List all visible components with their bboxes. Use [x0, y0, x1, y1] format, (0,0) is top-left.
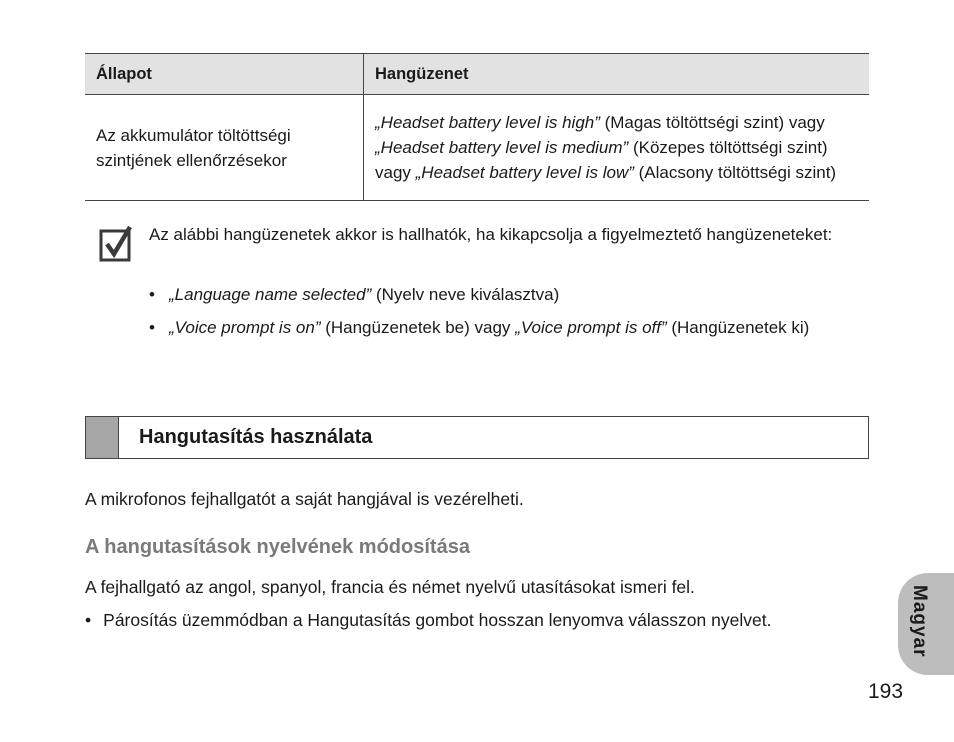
prompt-voice-on: „Voice prompt is on” [169, 318, 321, 337]
msg-low-translation: (Alacsony töltöttségi szint) [633, 163, 837, 182]
status-table [85, 53, 869, 201]
msg-high-translation: (Magas töltöttségi szint) vagy [599, 113, 825, 132]
table-row [85, 95, 869, 201]
msg-high: „Headset battery level is high” [375, 113, 600, 132]
state-cell: Az akkumulátor töltöttségi szintjének ellenőrzésekor [85, 95, 364, 201]
page-number: 193 [868, 680, 904, 703]
msg-medium-translation: (Közepes töltöttségi szint) vagy [375, 138, 828, 182]
bullet: • [149, 318, 155, 337]
prompt-voice-on-translation: (Hangüzenetek be) vagy [320, 318, 516, 337]
list-item [85, 610, 771, 631]
prompt-language-translation: (Nyelv neve kiválasztva) [371, 285, 560, 304]
voice-message-cell [364, 95, 870, 201]
section-title: Hangutasítás használata [139, 426, 373, 448]
language-paragraph: A fejhallgató az angol, spanyol, francia és német nyelvű utasításokat ismeri fel. [85, 577, 695, 597]
list-item [149, 282, 859, 308]
side-tab-label: Magyar [909, 585, 930, 658]
note-bullet-list [149, 282, 859, 348]
prompt-language-selected: „Language name selected” [169, 285, 372, 304]
section-heading [85, 416, 869, 459]
column-header-voice-message: Hangüzenet [364, 54, 870, 95]
subheading: A hangutasítások nyelvének módosítása [85, 536, 470, 558]
checkbox-check-icon [99, 226, 133, 262]
language-side-tab [898, 573, 954, 675]
bullet-text: Párosítás üzemmódban a Hangutasítás gombot hosszan lenyomva válasszon nyelvet. [103, 610, 772, 630]
msg-low: „Headset battery level is low” [415, 163, 634, 182]
msg-medium: „Headset battery level is medium” [375, 138, 629, 157]
bullet: • [85, 610, 92, 630]
column-header-state: Állapot [85, 54, 364, 95]
bullet: • [149, 285, 155, 304]
prompt-voice-off: „Voice prompt is off” [515, 318, 667, 337]
prompt-voice-off-translation: (Hangüzenetek ki) [666, 318, 810, 337]
intro-paragraph: A mikrofonos fejhallgatót a saját hangjával is vezérelheti. [85, 489, 524, 509]
note-text: Az alábbi hangüzenetek akkor is hallhatók, ha kikapcsolja a figyelmeztető hangüzeneteket: [149, 225, 833, 244]
table-header-row [85, 54, 869, 95]
list-item [149, 315, 859, 341]
section-heading-bar [86, 417, 119, 458]
